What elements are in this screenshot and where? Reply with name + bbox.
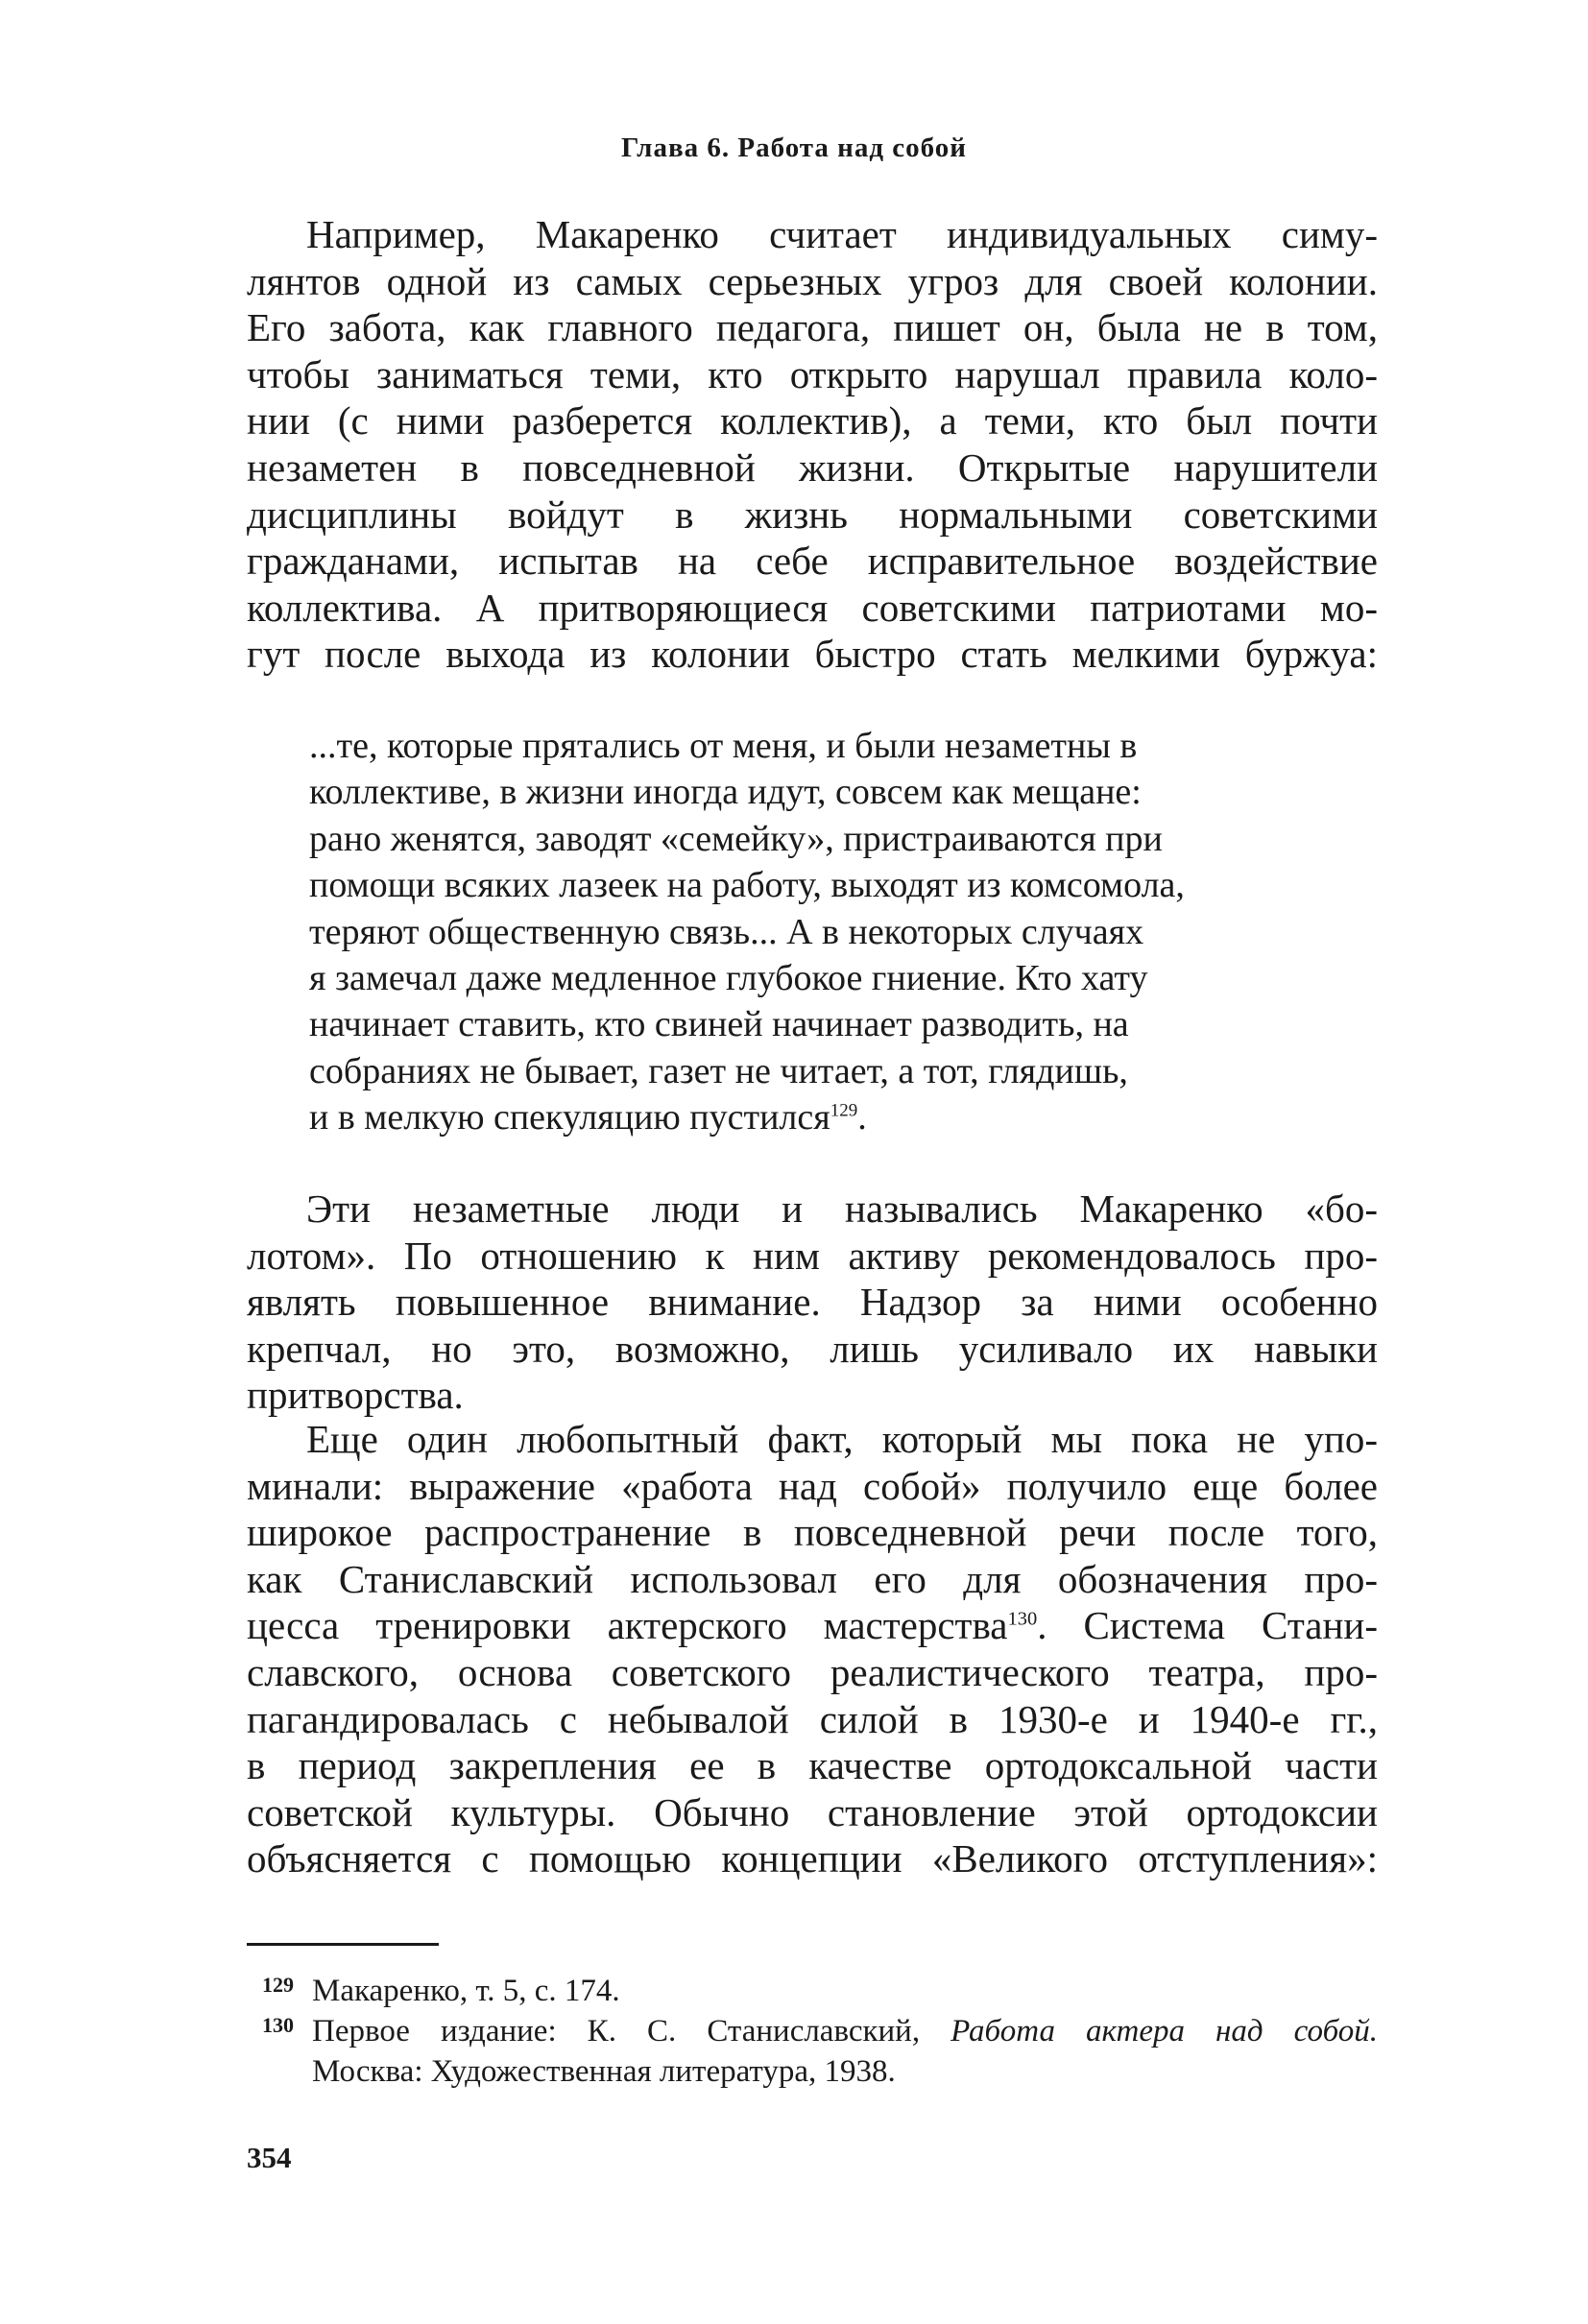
paragraph-3 — [247, 1416, 1378, 1882]
text-line: гут после выхода из колонии быстро стать мелкими буржуа: — [247, 632, 1378, 677]
footnote-text — [312, 2011, 1378, 2051]
footnote-divider — [247, 1943, 439, 1946]
quote-line: ...те, которые прятались от меня, и были незаметны в — [309, 726, 1138, 766]
footnote-text: Москва: Художественная литература, 1938. — [312, 2054, 896, 2089]
quote-line: собраниях не бывает, газет не читает, а тот, глядишь, — [309, 1050, 1128, 1091]
quote-line: теряют общественную связь... А в некоторых случаях — [309, 911, 1144, 952]
footnotes — [247, 1971, 1378, 2092]
text-line: советской культуры. Обычно становление этой ортодоксии — [247, 1789, 1378, 1834]
text-line: чтобы заниматься теми, кто открыто нарушал правила коло- — [247, 351, 1378, 396]
quote-line — [309, 1094, 1288, 1140]
quote-line: рано женятся, заводят «семейку», пристраиваются при — [309, 818, 1163, 859]
text-line: являть повышенное внимание. Надзор за ними особенно — [247, 1280, 1378, 1325]
text-line: нии (с ними разберется коллектив), а теми, кто был почти — [247, 398, 1378, 443]
quote-line: помощи всяких лазеек на работу, выходят из комсомола, — [309, 865, 1185, 906]
quote-line: коллективе, в жизни иногда идут, совсем как мещане: — [309, 772, 1142, 813]
paragraph-2 — [247, 1186, 1378, 1419]
footnote-ref-129[interactable]: 129 — [830, 1100, 858, 1121]
text-segment: . Система Стани- — [1037, 1603, 1378, 1648]
quote-line: я замечал даже медленное глубокое гниение. Кто хату — [309, 958, 1148, 999]
footnote-129 — [247, 1971, 1378, 2011]
text-line: пагандировалась с небывалой силой в 1930-е и 1940-е гг., — [247, 1696, 1378, 1741]
text-line: как Станиславский использовал его для обозначения про- — [247, 1556, 1378, 1601]
footnote-number: 129 — [262, 1973, 294, 1997]
text-line: незаметен в повседневной жизни. Открытые нарушители — [247, 444, 1378, 490]
footnote-text: Макаренко, т. 5, с. 174. — [312, 1974, 620, 2008]
text-line: коллектива. А притворяющиеся советскими патриотами мо- — [247, 585, 1378, 630]
text-line: крепчал, но это, возможно, лишь усиливало их навыки — [247, 1326, 1378, 1371]
text-line: Еще один любопытный факт, который мы пока не упо- — [306, 1417, 1378, 1461]
footnote-text-plain: Первое издание: К. С. Станиславский, — [312, 2014, 951, 2048]
text-line: минали: выражение «работа над собой» получило еще более — [247, 1463, 1378, 1508]
text-line — [247, 1602, 1378, 1649]
footnote-130 — [247, 2011, 1378, 2092]
text-line: славского, основа советского реалистического театра, про- — [247, 1649, 1378, 1694]
text-line: притворства. — [247, 1373, 464, 1418]
text-line: лотом». По отношению к ним активу рекомендовалось про- — [247, 1233, 1378, 1278]
text-line: лянтов одной из самых серьезных угроз для своей колонии. — [247, 258, 1378, 303]
footnote-book-title: Работа актера над собой. — [950, 2014, 1378, 2048]
quote-line: начинает ставить, кто свиней начинает разводить, на — [309, 1004, 1129, 1045]
text-segment: цесса тренировки актерского мастерства — [247, 1603, 1008, 1648]
text-line: Его забота, как главного педагога, пишет он, была не в том, — [247, 305, 1378, 350]
text-line: объясняется с помощью концепции «Великого отступления»: — [247, 1836, 1378, 1881]
text-line: гражданами, испытав на себе исправительное воздействие — [247, 539, 1378, 584]
footnote-ref-130[interactable]: 130 — [1007, 1608, 1038, 1630]
running-head: Глава 6. Работа над собой — [621, 132, 967, 163]
paragraph-1 — [247, 211, 1378, 678]
quote-end: . — [857, 1097, 867, 1138]
block-quote — [309, 723, 1288, 1141]
text-line: в период закрепления ее в качестве ортодоксальной части — [247, 1743, 1378, 1788]
text-line: дисциплины войдут в жизнь нормальными советскими — [247, 491, 1378, 537]
page-number: 354 — [247, 2141, 292, 2174]
text-line: широкое распространение в повседневной речи после того, — [247, 1510, 1378, 1555]
text-line: Например, Макаренко считает индивидуальных симу- — [306, 212, 1378, 256]
footnote-number: 130 — [262, 2013, 294, 2037]
text-line: Эти незаметные люди и назывались Макаренко «бо- — [306, 1186, 1378, 1231]
quote-text: и в мелкую спекуляцию пустился — [309, 1097, 830, 1138]
